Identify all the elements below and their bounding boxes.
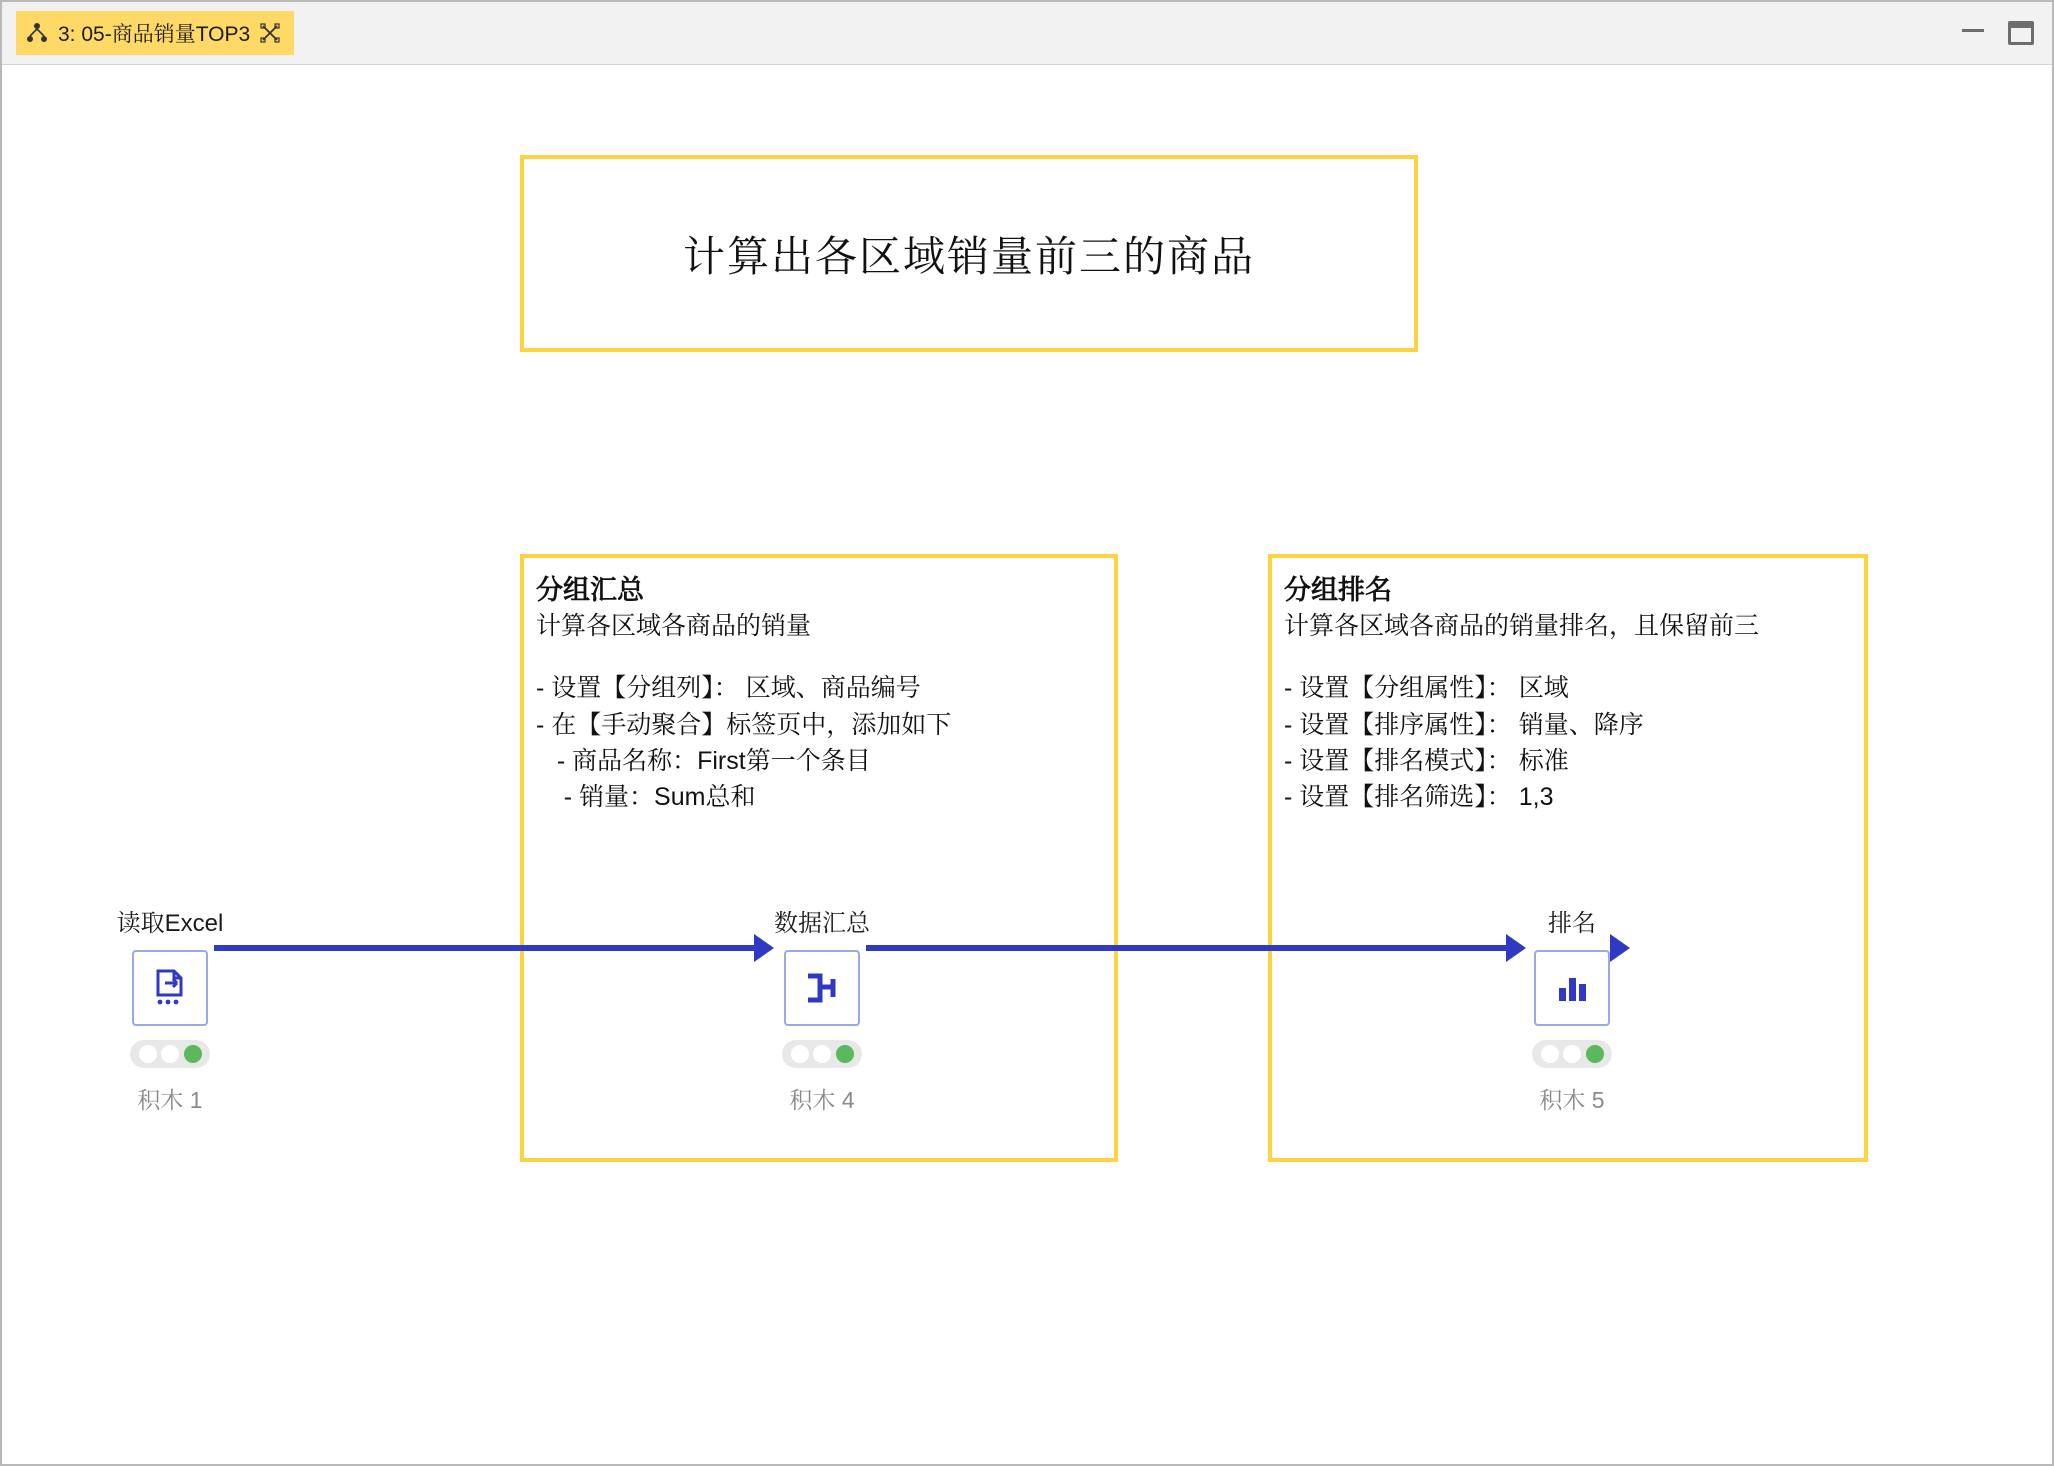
node-caption: 积木 1 <box>137 1087 203 1113</box>
note-line: - 设置【排名筛选】： 1,3 <box>1284 783 1554 811</box>
note-subtitle: 计算各区域各商品的销量 <box>536 611 812 640</box>
status-pill <box>813 1045 831 1063</box>
note-content-group-rank <box>1272 558 1864 815</box>
status-pill <box>139 1045 157 1063</box>
note-line: - 设置【分组列】： 区域、商品编号 <box>536 674 921 703</box>
status-pill-success <box>184 1045 202 1063</box>
node-label: 读取Excel <box>116 910 224 937</box>
window-controls <box>1960 21 2034 45</box>
note-line: - 在【手动聚合】标签页中，添加如下 <box>536 710 952 739</box>
title-note-text: 计算出各区域销量前三的商品 <box>682 232 1255 280</box>
restore-icon[interactable] <box>2008 21 2034 45</box>
node-label: 排名 <box>1548 910 1596 937</box>
note-lines <box>1284 670 1848 815</box>
status-pill-success <box>836 1045 854 1063</box>
connector-2 <box>866 945 1506 951</box>
close-icon[interactable] <box>260 23 280 43</box>
note-content-group-summary <box>524 558 1114 815</box>
status-pill <box>161 1045 179 1063</box>
document-tab-label: 3: 05-商品销量TOP3 <box>58 23 251 46</box>
node-caption: 积木 5 <box>1539 1087 1605 1113</box>
note-line: - 设置【排序属性】： 销量、降序 <box>1284 710 1644 739</box>
document-tab[interactable] <box>16 11 294 55</box>
status-pill <box>1563 1045 1581 1063</box>
node-status-indicator <box>782 1040 862 1068</box>
node-label: 数据汇总 <box>774 910 870 937</box>
minimize-icon[interactable] <box>1960 21 1986 45</box>
note-line: - 商品名称：First第一个条目 <box>536 746 871 775</box>
excel-read-icon[interactable] <box>132 950 208 1026</box>
workflow-icon <box>26 22 48 44</box>
status-pill-success <box>1586 1045 1604 1063</box>
node-rank[interactable] <box>1492 903 1652 1115</box>
node-data-aggregate[interactable] <box>742 903 902 1115</box>
workflow-canvas[interactable] <box>2 65 2052 1464</box>
status-pill <box>1541 1045 1559 1063</box>
node-caption: 积木 4 <box>789 1087 855 1113</box>
note-line: - 设置【分组属性】： 区域 <box>1284 674 1569 703</box>
node-status-indicator <box>130 1040 210 1068</box>
title-note-box[interactable] <box>520 155 1418 352</box>
connector-1 <box>214 945 754 951</box>
node-status-indicator <box>1532 1040 1612 1068</box>
title-bar <box>2 2 2052 65</box>
note-subtitle: 计算各区域各商品的销量排名，且保留前三 <box>1284 611 1760 640</box>
rank-bar-icon[interactable] <box>1534 950 1610 1026</box>
node-read-excel[interactable] <box>90 903 250 1115</box>
note-line: - 销量：Sum总和 <box>536 783 756 811</box>
note-line: - 设置【排名模式】： 标准 <box>1284 746 1569 775</box>
note-lines <box>536 670 1098 815</box>
note-heading: 分组排名 <box>1284 575 1392 605</box>
aggregate-icon[interactable] <box>784 950 860 1026</box>
note-heading: 分组汇总 <box>536 575 644 605</box>
status-pill <box>791 1045 809 1063</box>
